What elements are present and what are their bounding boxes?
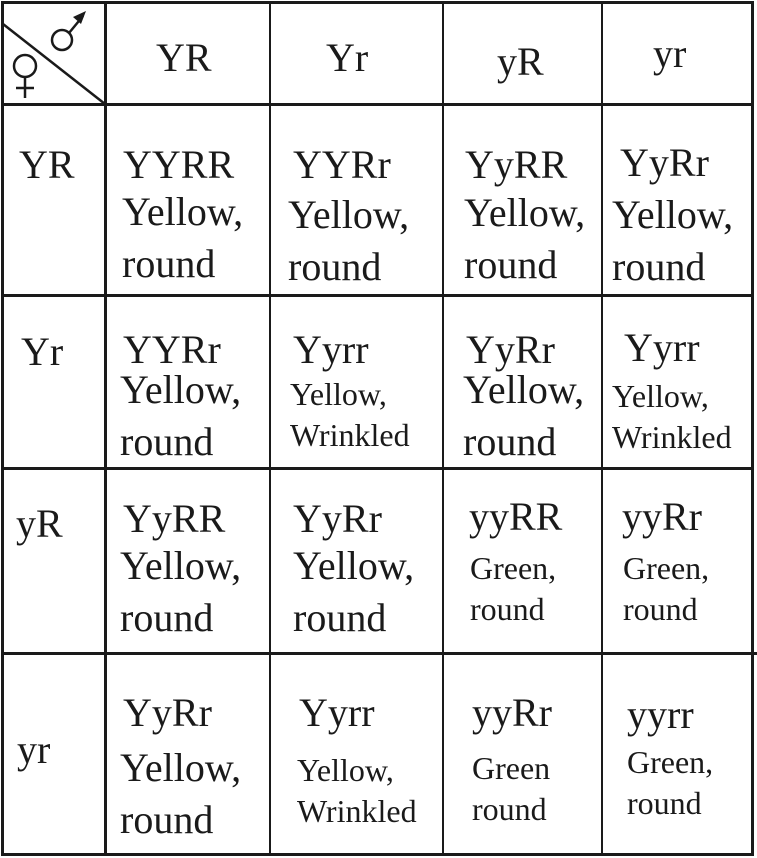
- cell-phenotype: Yellow, round: [122, 189, 244, 286]
- grid-line: [1, 853, 753, 856]
- cell-phenotype: Yellow, Wrinkled: [612, 378, 732, 455]
- cell-phenotype: Yellow, round: [120, 543, 242, 640]
- column-header: Yr: [326, 35, 369, 80]
- grid-line: [1, 467, 753, 470]
- cell-genotype: YyRR: [465, 142, 568, 187]
- cell-genotype: YYRR: [123, 142, 235, 187]
- cell-phenotype: Yellow, round: [288, 192, 410, 289]
- column-header: yR: [497, 39, 544, 84]
- cell-genotype: YyRr: [293, 496, 382, 541]
- cell-phenotype: Yellow, Wrinkled: [290, 376, 410, 453]
- cell-genotype: YyRR: [123, 496, 226, 541]
- grid-line: [104, 1, 107, 856]
- grid-line: [601, 1, 603, 856]
- grid-line: [1, 103, 753, 106]
- column-header: YR: [156, 35, 212, 80]
- column-header: yr: [653, 31, 687, 76]
- cell-phenotype: Yellow, round: [120, 367, 242, 464]
- cell-genotype: YYRr: [123, 327, 221, 372]
- cell-genotype: YYRr: [293, 142, 391, 187]
- cell-phenotype: Green, round: [623, 550, 710, 627]
- cell-genotype: Yyrr: [293, 327, 369, 372]
- grid-line: [1, 1, 4, 856]
- row-header: YR: [19, 142, 75, 187]
- cell-genotype: YyRr: [123, 690, 212, 735]
- cell-phenotype: Yellow, round: [293, 543, 415, 640]
- grid-line: [1, 294, 753, 297]
- grid-line: [442, 1, 444, 856]
- cell-phenotype: Yellow, round: [464, 190, 586, 287]
- grid-line: [751, 1, 754, 856]
- cell-phenotype: Yellow, round: [612, 192, 734, 289]
- row-header: yR: [16, 501, 63, 546]
- grid-line: [1, 652, 757, 655]
- male-symbol-icon: [52, 11, 86, 50]
- cell-genotype: yyRr: [622, 494, 702, 539]
- corner-cell: [0, 0, 106, 106]
- cell-genotype: YyRr: [466, 327, 555, 372]
- grid-line: [269, 1, 271, 856]
- grid-line: [1, 1, 753, 4]
- cell-phenotype: Yellow, Wrinkled: [297, 752, 417, 829]
- cell-phenotype: Green, round: [470, 550, 557, 627]
- cell-phenotype: Green, round: [627, 744, 714, 821]
- cell-genotype: YyRr: [620, 140, 709, 185]
- female-symbol-icon: [14, 55, 36, 98]
- cell-phenotype: Green round: [472, 750, 551, 827]
- cell-genotype: Yyrr: [299, 690, 375, 735]
- row-header: yr: [17, 727, 51, 772]
- cell-phenotype: Yellow, round: [463, 367, 585, 464]
- cell-phenotype: Yellow, round: [120, 745, 242, 842]
- cell-genotype: yyrr: [627, 692, 694, 737]
- cell-genotype: yyRr: [472, 690, 552, 735]
- row-header: Yr: [21, 329, 64, 374]
- cell-genotype: Yyrr: [624, 325, 700, 370]
- cell-genotype: yyRR: [469, 494, 563, 539]
